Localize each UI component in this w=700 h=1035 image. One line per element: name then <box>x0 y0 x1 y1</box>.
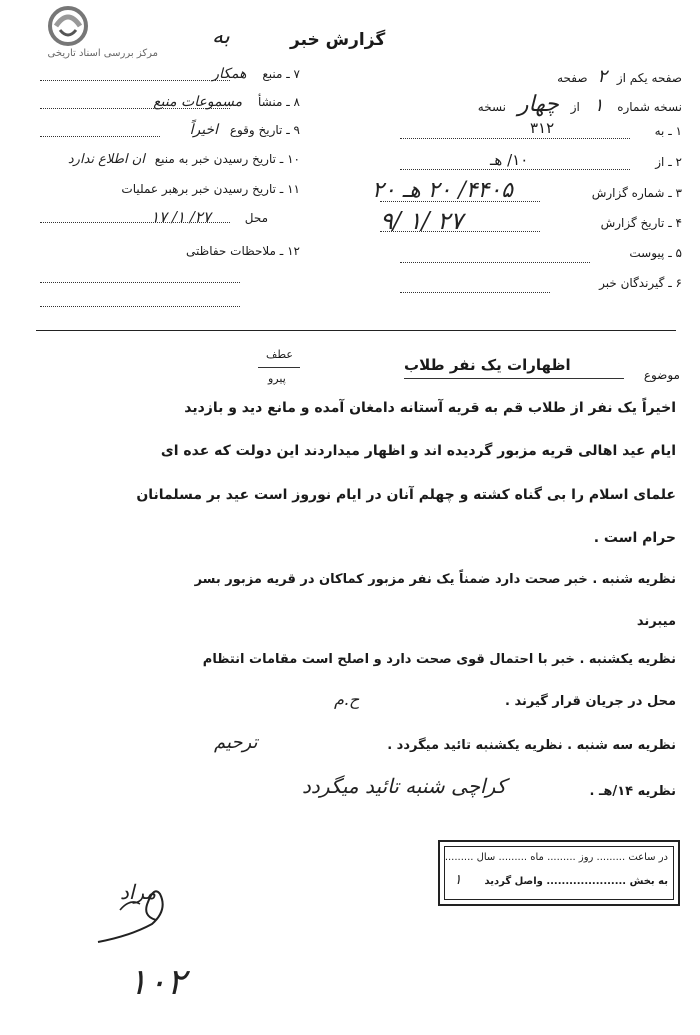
dotted-line <box>40 306 240 307</box>
recipients-field <box>599 276 682 290</box>
to-field <box>655 124 682 138</box>
report-number-field <box>592 186 682 200</box>
location-field <box>48 208 268 226</box>
signature-mark: ترحیم <box>214 732 258 753</box>
body-line: علمای اسلام را بی گناه کشته و چهلم آنان در ایام نوروز است عید بر مسلمانان <box>136 487 676 503</box>
field-label: صفحه <box>557 71 588 85</box>
field-value: ۴۴۰۵/ ۲۰ هـ ۲۰ <box>372 178 513 203</box>
field-label: نسخه <box>477 100 507 114</box>
subject-underline <box>404 378 624 379</box>
from-field <box>655 155 682 169</box>
handwritten-number: ۱۰۲ <box>128 962 187 1003</box>
security-notes-field <box>186 244 300 258</box>
note-tuesday: نظریه سه شنبه . نظریه یکشنبه تائید میگردد . <box>387 738 676 753</box>
field-label: ۱ ـ به <box>654 124 682 138</box>
handwritten-note: کراچی شنبه تائید میگردد <box>302 774 507 798</box>
archive-logo <box>8 6 158 62</box>
source-receipt-date-field <box>68 152 300 167</box>
reference-label: عطف <box>266 348 293 361</box>
field-label: ۱۱ ـ تاریخ رسیدن خبر برهبر عملیات <box>121 182 300 196</box>
subject-value: اظهارات یک نفر طلاب <box>404 356 571 374</box>
dotted-line <box>400 138 630 139</box>
field-value: همکار <box>212 66 247 82</box>
page-count-field <box>557 66 682 87</box>
stamp-row: به بخش ..................... واصل گردید <box>484 876 668 887</box>
field-value: ۲ <box>597 66 608 87</box>
dotted-line <box>400 262 590 263</box>
field-value: ۱۰/ هـ <box>490 151 529 169</box>
dotted-line <box>400 292 550 293</box>
field-label: صفحه یکم از <box>616 71 682 85</box>
field-label: ۴ ـ تاریخ گزارش <box>600 216 682 230</box>
field-label: ۷ ـ منبع <box>262 67 300 81</box>
note-sunday: نظریه یکشنبه . خبر با احتمال قوی صحت دارد و اصلح است مقامات انتظام <box>202 652 676 667</box>
dotted-line <box>40 80 230 81</box>
copy-number-field <box>478 92 682 117</box>
field-label: ۲ ـ از <box>655 155 682 169</box>
note-sunday-cont: محل در جریان قرار گیرند . <box>505 694 676 709</box>
field-value: ۱ <box>593 95 604 116</box>
report-date-field <box>601 216 682 230</box>
dotted-line <box>40 108 230 109</box>
dotted-line <box>400 169 630 170</box>
field-label: ۶ ـ گیرندگان خبر <box>599 276 682 290</box>
field-value: مسموعات منبع <box>153 94 243 110</box>
field-label: ۱۰ ـ تاریخ رسیدن خبر به منبع <box>154 152 300 166</box>
receipt-stamp <box>438 840 680 906</box>
field-label: نسخه شماره <box>617 100 682 114</box>
field-value: ۹/ ۱/ ۲۷ <box>380 207 463 235</box>
field-value: اخیراً <box>189 122 218 138</box>
field-label: از <box>570 100 580 114</box>
event-date-field <box>190 122 300 138</box>
field-label: ۱۲ ـ ملاحظات حفاظتی <box>186 244 300 258</box>
stamp-row: در ساعت ......... روز ......... ماه ......... سال ......... <box>444 852 668 863</box>
attachment-field <box>629 246 682 260</box>
reference-divider <box>258 367 300 368</box>
archive-seal-icon <box>38 6 98 48</box>
field-label: ۳ ـ شماره گزارش <box>591 186 682 200</box>
followup-label: پیرو <box>268 372 286 385</box>
field-value: ۲۷/ ۱/ ۱۷ <box>150 208 211 226</box>
dotted-line <box>40 282 240 283</box>
stamp-value: ۱ <box>454 872 462 888</box>
dotted-line <box>40 136 160 137</box>
field-label: ۸ ـ منشأ <box>257 95 300 109</box>
logo-caption: مرکز بررسی اسناد تاریخی <box>47 48 158 59</box>
field-value: چهار <box>517 92 559 117</box>
dotted-line <box>40 222 230 223</box>
note-saturday: نظریه شنبه . خبر صحت دارد ضمناً یک نفر مزبور کماکان در قریه مزبور بسر <box>194 572 676 587</box>
body-line: اخیراً یک نفر از طلاب قم به قریه آستانه دامغان آمده و مانع دید و بازدید <box>184 400 676 416</box>
header-hand-mark: به <box>212 24 230 49</box>
field-label: ۵ ـ پیوست <box>629 246 682 260</box>
page-title: گزارش خبر <box>290 30 386 50</box>
body-line: حرام است . <box>593 530 676 546</box>
signature-name: مراد <box>120 880 157 904</box>
subject-label: موضوع <box>643 368 680 382</box>
field-label: محل <box>244 211 268 225</box>
field-value: ۳۱۲ <box>530 119 555 137</box>
field-value: ان اطلاع ندارد <box>67 152 145 167</box>
ops-receipt-date-field <box>121 182 300 196</box>
field-label: ۹ ـ تاریخ وقوع <box>229 123 300 137</box>
body-line: ایام عید اهالی قریه مزبور گردیده اند و اظهار میداردند این دولت که عده ای <box>160 443 676 459</box>
signature-mark: ح.م <box>334 690 360 709</box>
note-final: نظریه ۱۴/هـ . <box>589 784 676 799</box>
note-saturday-cont: میبرند <box>636 614 676 629</box>
divider <box>36 330 676 331</box>
